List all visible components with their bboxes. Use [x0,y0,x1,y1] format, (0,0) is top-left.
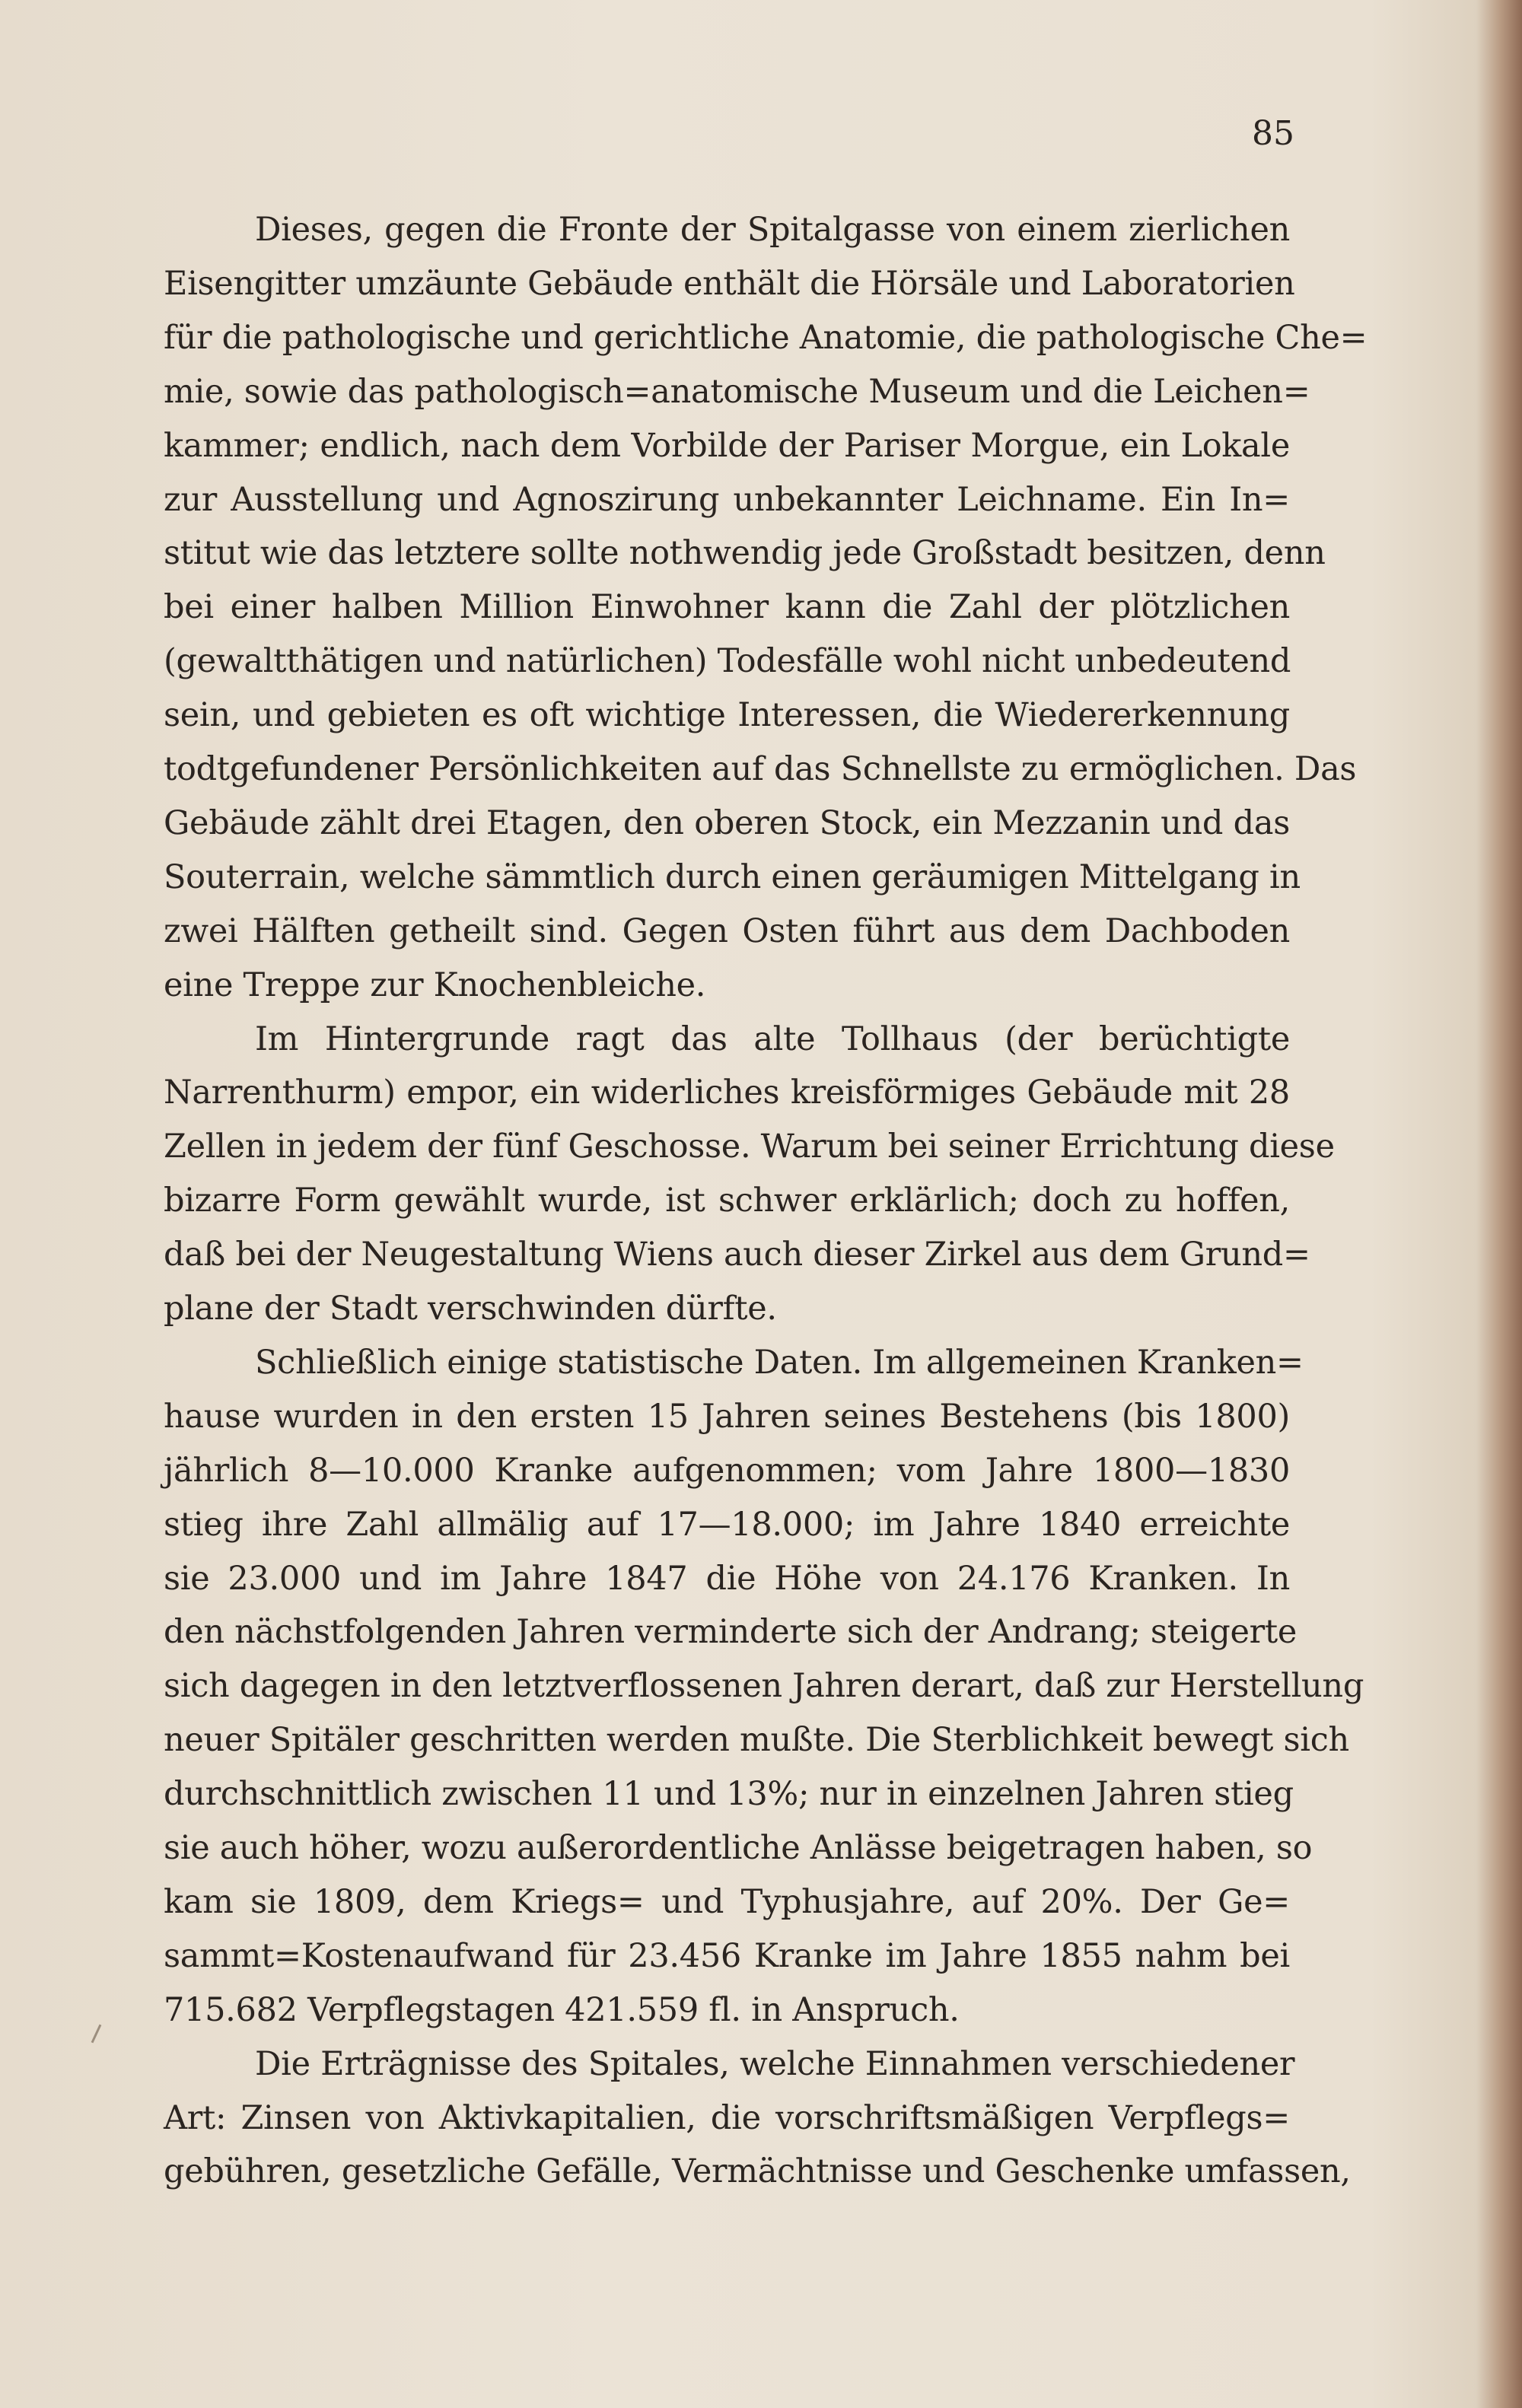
text-line: stieg ihre Zahl allmälig auf 17—18.000; im Jahre 1840 erreichte [164,1505,1290,1544]
text-line: Art: Zinsen von Aktivkapitalien, die vorschriftsmäßigen Verpflegs= [164,2098,1290,2137]
text-line: kammer; endlich, nach dem Vorbilde der Pariser Morgue, ein Lokale [164,426,1290,465]
text-line: Im Hintergrunde ragt das alte Tollhaus (der berüchtigte [255,1020,1290,1058]
text-line: Schließlich einige statistische Daten. Im allgemeinen Kranken= [255,1343,1304,1382]
text-line: sein, und gebieten es oft wichtige Interessen, die Wiedererkennung [164,696,1290,735]
text-line: den nächstfolgenden Jahren verminderte sich der Andrang; steigerte [164,1613,1298,1652]
text-line: Die Erträgnisse des Spitales, welche Einnahmen verschiedener [255,2044,1295,2083]
text-line: Gebäude zählt drei Etagen, den oberen Stock, ein Mezzanin und das [164,803,1290,842]
margin-mark [91,2025,102,2044]
text-line: zur Ausstellung und Agnoszirung unbekannter Leichname. Ein In= [164,480,1290,519]
text-line: sie 23.000 und im Jahre 1847 die Höhe von 24.176 Kranken. In [164,1559,1290,1598]
text-line: neuer Spitäler geschritten werden mußte. Die Sterblichkeit bewegt sich [164,1721,1349,1760]
text-line: Eisengitter umzäunte Gebäude enthält die Hörsäle und Laboratorien [164,264,1295,303]
text-line: Souterrain, welche sämmtlich durch einen geräumigen Mittelgang in [164,857,1301,896]
text-line: mie, sowie das pathologisch=anatomische Museum und die Leichen= [164,372,1310,411]
text-line: Narrenthurm) empor, ein widerliches kreisförmiges Gebäude mit 28 [164,1074,1290,1112]
text-line: hause wurden in den ersten 15 Jahren seines Bestehens (bis 1800) [164,1397,1290,1436]
text-line: sich dagegen in den letztverflossenen Jahren derart, daß zur Herstellung [164,1667,1364,1706]
text-line: stitut wie das letztere sollte nothwendig jede Großstadt besitzen, denn [164,534,1326,573]
text-line: gebühren, gesetzliche Gefälle, Vermächtnisse und Geschenke umfassen, [164,2152,1351,2191]
text-line: daß bei der Neugestaltung Wiens auch dieser Zirkel aus dem Grund= [164,1236,1310,1274]
text-line: sie auch höher, wozu außerordentliche Anlässe beigetragen haben, so [164,1829,1313,1867]
text-line: jährlich 8—10.000 Kranke aufgenommen; vom Jahre 1800—1830 [164,1451,1290,1490]
text-line: bizarre Form gewählt wurde, ist schwer erklärlich; doch zu hoffen, [164,1182,1290,1220]
text-line: durchschnittlich zwischen 11 und 13%; nur in einzelnen Jahren stieg [164,1775,1294,1814]
text-line: (gewaltthätigen und natürlichen) Todesfälle wohl nicht unbedeutend [164,642,1291,681]
text-line: für die pathologische und gerichtliche Anatomie, die pathologische Che= [164,318,1368,357]
text-line: bei einer halben Million Einwohner kann die Zahl der plötzlichen [164,588,1290,627]
text-line: plane der Stadt verschwinden dürfte. [164,1290,777,1328]
text-line: eine Treppe zur Knochenbleiche. [164,965,706,1004]
text-line: sammt=Kostenaufwand für 23.456 Kranke im Jahre 1855 nahm bei [164,1936,1290,1975]
text-line: Zellen in jedem der fünf Geschosse. Warum bei seiner Errichtung diese [164,1128,1335,1166]
page-number: 85 [1252,114,1294,153]
text-line: 715.682 Verpflegstagen 421.559 fl. in Anspruch. [164,1990,960,2029]
text-line: todtgefundener Persönlichkeiten auf das Schnellste zu ermöglichen. Das [164,750,1357,788]
text-line: zwei Hälften getheilt sind. Gegen Osten führt aus dem Dachboden [164,911,1290,950]
text-line: Dieses, gegen die Fronte der Spitalgasse von einem zierlichen [255,211,1290,249]
text-line: kam sie 1809, dem Kriegs= und Typhusjahre, auf 20%. Der Ge= [164,1882,1290,1921]
